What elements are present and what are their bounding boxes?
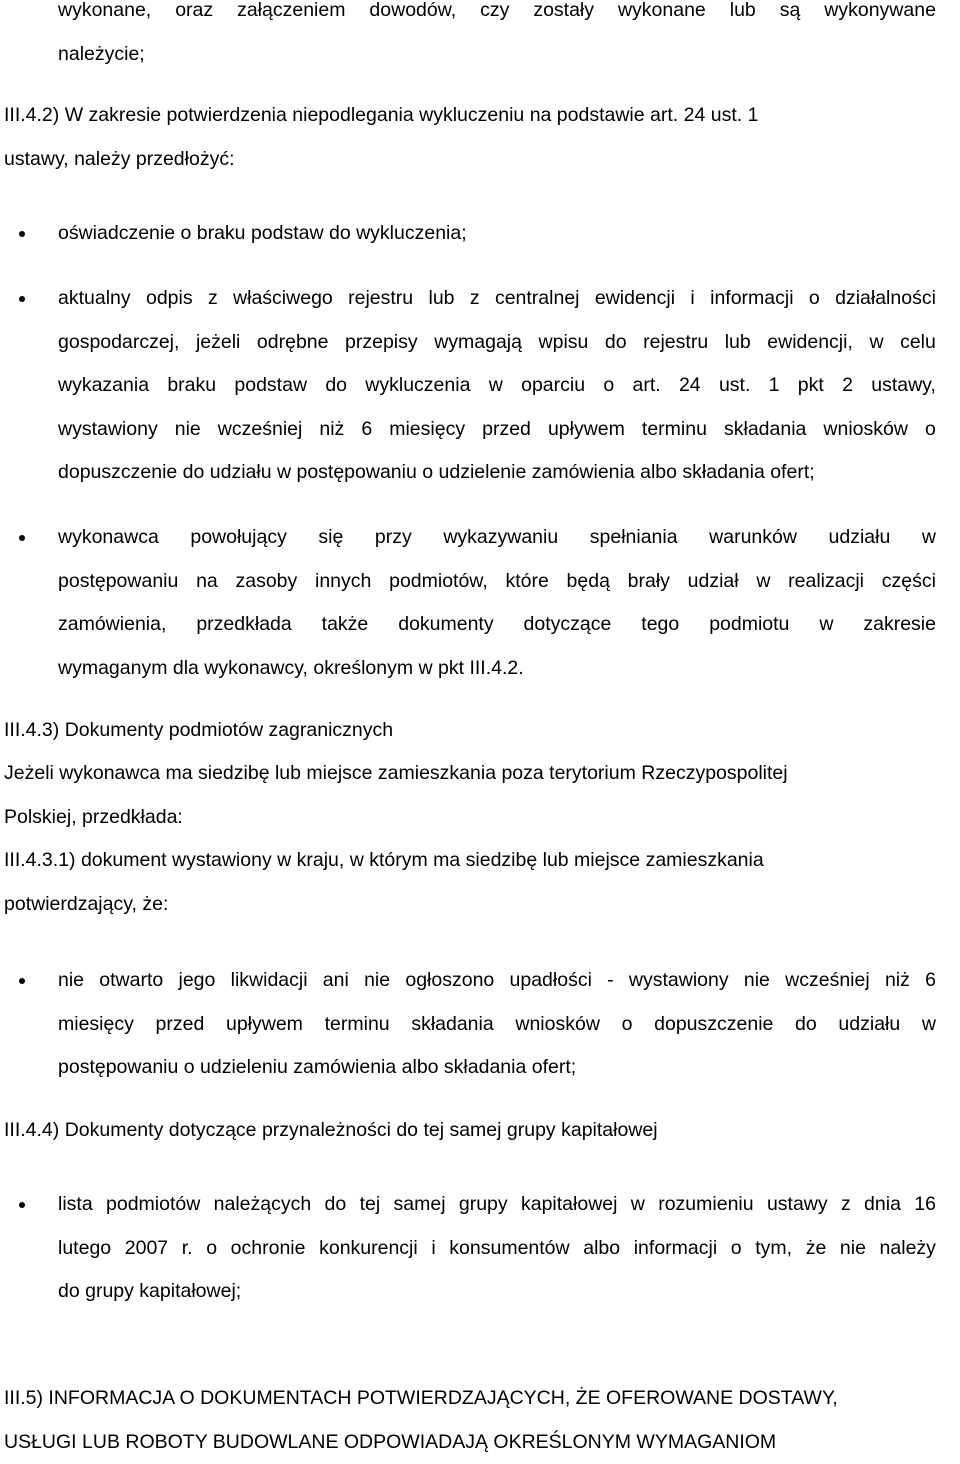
word: lub: [724, 330, 751, 353]
word: 16: [914, 1193, 936, 1215]
text-line: dopuszczenie do udziału w postępowaniu o udzielenie zamówienia albo składania ofert;: [58, 461, 815, 484]
word: są: [779, 0, 801, 21]
section-heading-line: III.4.2) W zakresie potwierdzenia niepodlegania wykluczeniu na podstawie art. 24 ust. 1: [4, 104, 759, 126]
word: pkt: [797, 374, 824, 397]
word: w: [921, 526, 936, 548]
word: wniosków: [515, 1012, 600, 1035]
word: 2007: [124, 1236, 169, 1259]
word: art.: [632, 374, 661, 397]
word: likwidacji: [230, 969, 308, 991]
text-line: [58, 603, 936, 647]
word: przy: [374, 526, 412, 548]
word: dokumenty: [398, 613, 494, 636]
word: ewidencji,: [767, 330, 853, 353]
word: nie: [364, 969, 391, 991]
word: wykazywaniu: [443, 526, 559, 548]
word: na: [196, 569, 218, 592]
list-item: [58, 959, 936, 1090]
word: zakresie: [863, 613, 936, 636]
text-line: Jeżeli wykonawca ma siedzibę lub miejsce zamieszkania poza terytorium Rzeczypospolitej: [4, 762, 788, 784]
word: spełniania: [589, 526, 678, 548]
list-item: [58, 212, 936, 256]
word: odrębne: [256, 330, 329, 353]
word: części: [881, 569, 936, 592]
word: zostały: [533, 0, 595, 21]
word: oparciu: [521, 374, 586, 397]
section-heading-line: USŁUGI LUB ROBOTY BUDOWLANE ODPOWIADAJĄ OKREŚLONYM WYMAGANIOM: [4, 1430, 777, 1453]
word: rejestru: [643, 330, 709, 353]
text-line: [58, 1003, 936, 1047]
word: niż: [884, 969, 910, 991]
word: o: [206, 1236, 218, 1259]
text-line: wymaganym dla wykonawcy, określonym w pkt III.4.2.: [58, 656, 524, 679]
word: centralnej: [494, 287, 580, 309]
text-line: oświadczenie o braku podstaw do wykluczenia;: [58, 222, 467, 244]
word: czy: [480, 0, 510, 21]
bullet-marker: [19, 231, 25, 237]
text-line: [58, 560, 936, 604]
text-line: do grupy kapitałowej;: [58, 1280, 242, 1303]
word: zamówienia,: [58, 613, 167, 636]
list-item: [58, 516, 936, 690]
text-line: [58, 364, 936, 408]
word: nie: [839, 1236, 866, 1259]
word: podstaw: [234, 374, 308, 397]
word: celu: [900, 330, 936, 353]
word: wniosków: [823, 417, 908, 440]
word: 24: [678, 374, 701, 397]
word: przed: [482, 417, 531, 440]
bullet-marker: [19, 978, 25, 984]
word: nie: [174, 417, 201, 440]
word: wymagają: [434, 330, 522, 353]
word: braku: [167, 374, 217, 397]
word: informacji: [710, 287, 794, 309]
word: o: [924, 417, 936, 440]
word: miesięcy: [389, 417, 466, 440]
word: odpis: [145, 287, 193, 309]
word: dopuszczenie: [654, 1012, 774, 1035]
word: terminu: [324, 1012, 390, 1035]
word: ogłoszono: [405, 969, 495, 991]
word: terminu: [641, 417, 707, 440]
text-line: potwierdzający, że:: [4, 892, 169, 915]
word: udziału: [828, 526, 891, 548]
text-line: III.4.3.1) dokument wystawiony w kraju, w którym ma siedzibę lub miejsce zamieszkania: [4, 849, 764, 871]
word: tej: [359, 1193, 381, 1215]
word: w: [630, 1193, 645, 1215]
word: wykluczenia: [365, 374, 471, 397]
word: grupy: [458, 1193, 508, 1215]
word: wykonane,: [58, 0, 152, 21]
word: albo: [583, 1236, 621, 1259]
bullet-marker: [19, 296, 25, 302]
word: upadłości: [509, 969, 592, 991]
section-heading: III.4.4) Dokumenty dotyczące przynależności do tej samej grupy kapitałowej: [4, 1119, 658, 1141]
bullet-marker: [19, 535, 25, 541]
word: w: [869, 330, 884, 353]
word: wcześniej: [217, 417, 303, 440]
word: w: [488, 374, 503, 397]
word: nie: [58, 969, 85, 991]
text-line: [58, 321, 936, 365]
word: z: [469, 287, 480, 309]
word: informacji: [633, 1236, 718, 1259]
word: -: [607, 969, 614, 991]
word: przepisy: [345, 330, 418, 353]
word: konkurencji: [319, 1236, 418, 1259]
word: i: [431, 1236, 436, 1259]
section-heading-line: ustawy, należy przedłożyć:: [4, 147, 235, 170]
text-line: [58, 408, 936, 452]
word: się: [318, 526, 344, 548]
word: także: [321, 613, 369, 636]
section-III-4-2: [4, 94, 936, 181]
word: aktualny: [58, 287, 131, 309]
word: przedkłada: [196, 613, 292, 636]
word: ustawy,: [871, 374, 936, 397]
word: nie: [743, 969, 770, 991]
word: innych: [315, 569, 372, 592]
word: udział: [687, 569, 739, 592]
word: w: [756, 569, 771, 592]
word: niż: [319, 417, 345, 440]
word: należących: [213, 1193, 312, 1215]
word: dnia: [864, 1193, 901, 1215]
word: które: [505, 569, 549, 592]
word: tym,: [755, 1236, 793, 1259]
text-line: [58, 1227, 936, 1271]
word: udziału: [838, 1012, 901, 1035]
word: ani: [322, 969, 349, 991]
word: samej: [393, 1193, 446, 1215]
word: podmiotu: [709, 613, 790, 636]
word: wystawiony: [628, 969, 729, 991]
word: podmiotów,: [389, 569, 488, 592]
word: wykonawca: [58, 526, 159, 548]
subsection-III-4-3-1: [4, 839, 936, 926]
word: konsumentów: [449, 1236, 570, 1259]
word: z: [207, 287, 218, 309]
section-heading-line: III.5) INFORMACJA O DOKUMENTACH POTWIERDZAJĄCYCH, ŻE OFEROWANE DOSTAWY,: [4, 1387, 838, 1409]
text-line: należycie;: [58, 42, 145, 65]
word: oraz: [175, 0, 214, 21]
word: do: [325, 374, 348, 397]
word: tego: [641, 613, 680, 636]
text-line: [58, 277, 936, 321]
word: miesięcy: [58, 1012, 134, 1035]
word: 1: [768, 374, 780, 397]
text-line: postępowaniu o udzieleniu zamówienia albo składania ofert;: [58, 1056, 577, 1079]
word: wcześniej: [785, 969, 870, 991]
text-line: [58, 0, 936, 33]
word: rozumieniu: [658, 1193, 754, 1215]
word: że: [805, 1236, 827, 1259]
word: z: [840, 1193, 851, 1215]
word: otwarto: [99, 969, 164, 991]
text-line: [58, 959, 936, 1003]
word: załączeniem: [237, 0, 346, 21]
word: ust.: [718, 374, 751, 397]
word: wpisu: [538, 330, 589, 353]
section-III-5: [4, 1377, 954, 1464]
word: podmiotów: [106, 1193, 201, 1215]
word: upływem: [547, 417, 625, 440]
word: o: [603, 374, 615, 397]
word: jeżeli: [195, 330, 241, 353]
word: r.: [181, 1236, 193, 1259]
word: właściwego: [233, 287, 333, 309]
word: powołujący: [190, 526, 287, 548]
word: ewidencji: [594, 287, 676, 309]
word: lista: [58, 1193, 93, 1215]
word: rejestru: [348, 287, 414, 309]
word: wykonywane: [824, 0, 936, 21]
word: do: [604, 330, 627, 353]
word: w: [921, 1012, 936, 1035]
word: wystawiony: [58, 417, 158, 440]
word: lutego: [58, 1236, 112, 1259]
text-line: [58, 1183, 936, 1227]
list-item: [58, 277, 936, 495]
word: lub: [729, 0, 756, 21]
word: przed: [155, 1012, 205, 1035]
word: postępowaniu: [58, 569, 179, 592]
word: o: [621, 1012, 633, 1035]
word: w: [819, 613, 834, 636]
word: realizacji: [788, 569, 864, 592]
word: lub: [428, 287, 455, 309]
word: o: [808, 287, 820, 309]
word: dowodów,: [369, 0, 457, 21]
word: 6: [361, 417, 373, 440]
word: o: [730, 1236, 742, 1259]
word: jego: [178, 969, 216, 991]
word: brały: [627, 569, 670, 592]
word: upływem: [225, 1012, 303, 1035]
word: do: [795, 1012, 817, 1035]
text-line: Polskiej, przedkłada:: [4, 805, 183, 828]
bullet-marker: [19, 1202, 25, 1208]
word: składania: [723, 417, 807, 440]
word: zasoby: [235, 569, 298, 592]
list-item: [58, 1183, 936, 1314]
word: działalności: [835, 287, 936, 309]
word: 2: [842, 374, 853, 397]
word: ochronie: [230, 1236, 306, 1259]
word: do: [324, 1193, 347, 1215]
word: i: [690, 287, 695, 309]
word: warunków: [709, 526, 797, 548]
word: wykazania: [58, 374, 150, 397]
word: należy: [879, 1236, 936, 1259]
word: składania: [411, 1012, 494, 1035]
word: wykonane: [617, 0, 706, 21]
section-heading: III.4.3) Dokumenty podmiotów zagranicznych: [4, 719, 394, 741]
section-intro: [4, 752, 936, 839]
word: będą: [566, 569, 610, 592]
word: gospodarczej,: [58, 330, 180, 353]
word: 6: [925, 969, 936, 991]
intro-continuation: [58, 0, 936, 76]
word: ustawy: [766, 1193, 828, 1215]
word: kapitałowej: [520, 1193, 618, 1215]
text-line: [58, 516, 936, 560]
word: dotyczące: [523, 613, 612, 636]
